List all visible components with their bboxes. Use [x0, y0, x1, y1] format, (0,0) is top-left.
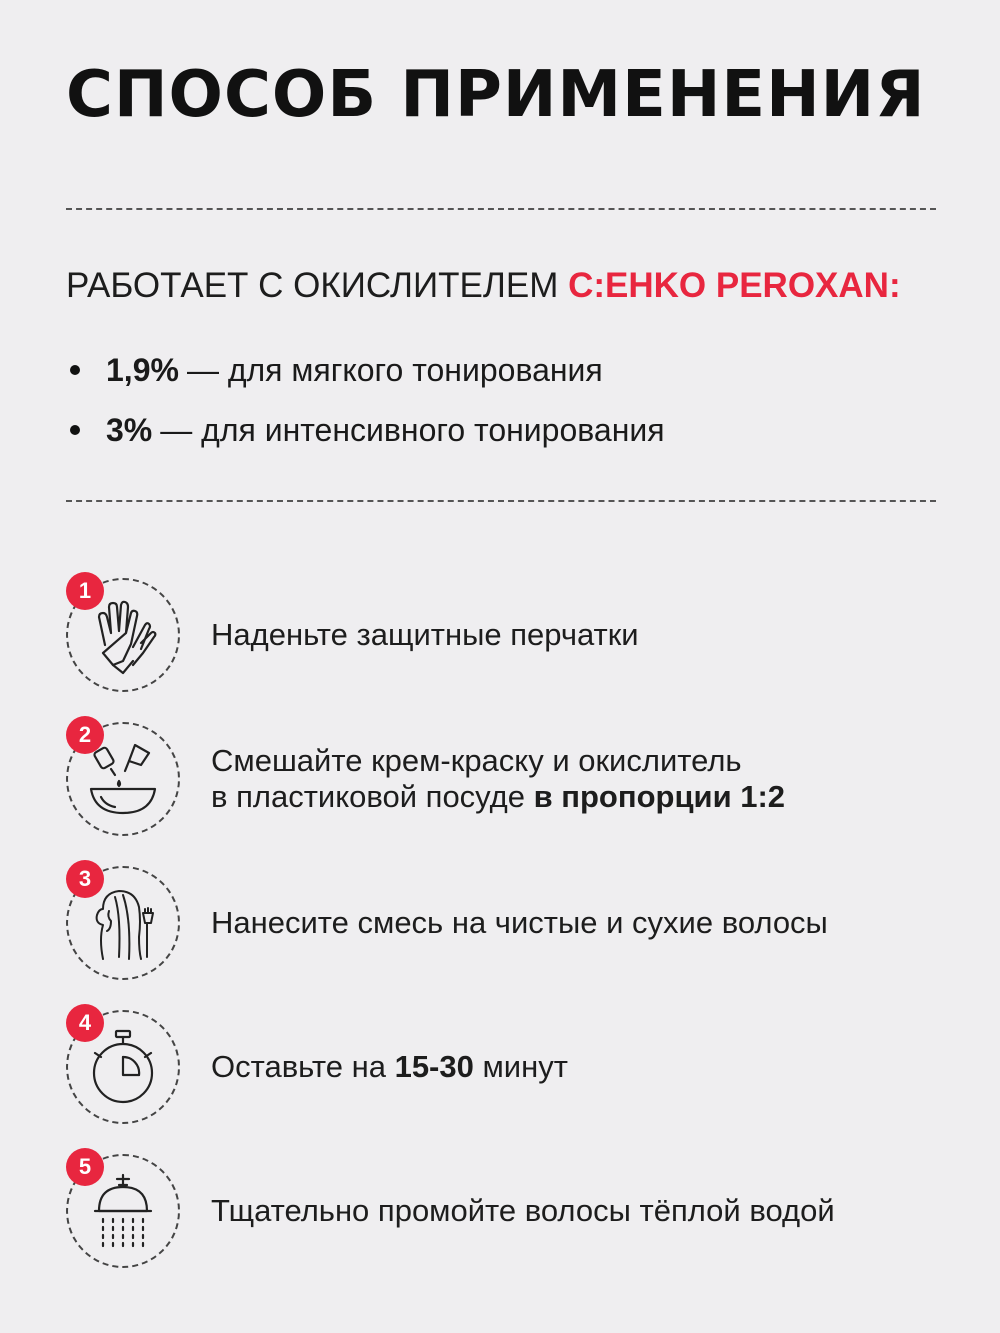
step-text	[211, 1154, 835, 1268]
step-4	[66, 1010, 946, 1130]
step-line	[211, 779, 785, 815]
bullet-percent: 1,9%	[106, 351, 179, 388]
step-text	[211, 578, 639, 692]
step-line-bold: 15-30	[394, 1049, 474, 1084]
step-number-badge: 5	[66, 1148, 104, 1186]
page-title: СПОСОБ ПРИМЕНЕНИЯ	[66, 58, 926, 132]
step-number-badge: 3	[66, 860, 104, 898]
bullet-dot	[70, 425, 80, 435]
step-line: Смешайте крем-краску и окислитель	[211, 743, 742, 778]
bullet-percent: 3%	[106, 411, 153, 448]
bullet-text: — для мягкого тонирования	[186, 351, 603, 388]
step-2	[66, 722, 946, 842]
step-line-prefix: Оставьте на	[211, 1049, 395, 1084]
step-text	[211, 1010, 568, 1124]
step-text	[211, 722, 785, 836]
step-line: Нанесите смесь на чистые и сухие волосы	[211, 905, 828, 940]
step-number-badge: 2	[66, 716, 104, 754]
step-line-prefix: в пластиковой посуде	[211, 779, 534, 814]
bullet-dot	[70, 365, 80, 375]
divider-bottom	[66, 500, 936, 502]
step-line-bold: в пропорции 1:2	[533, 779, 786, 814]
list-item	[66, 400, 665, 460]
step-icon-frame	[66, 866, 180, 980]
step-1	[66, 578, 946, 698]
oxidizer-line	[66, 266, 901, 306]
divider-top	[66, 208, 936, 210]
oxidizer-brand: C:EHKO PEROXAN:	[568, 266, 901, 305]
step-line-suffix: минут	[473, 1049, 568, 1084]
step-line	[211, 1049, 568, 1085]
step-icon-frame	[66, 722, 180, 836]
step-line: Тщательно промойте волосы тёплой водой	[211, 1193, 835, 1228]
concentration-list	[66, 340, 665, 460]
step-number-badge: 4	[66, 1004, 104, 1042]
step-text	[211, 866, 828, 980]
step-3	[66, 866, 946, 986]
list-item	[66, 340, 665, 400]
step-number-badge: 1	[66, 572, 104, 610]
bullet-text: — для интенсивного тонирования	[160, 411, 665, 448]
step-icon-frame	[66, 578, 180, 692]
step-icon-frame	[66, 1154, 180, 1268]
step-line: Наденьте защитные перчатки	[211, 617, 639, 652]
step-5	[66, 1154, 946, 1274]
step-icon-frame	[66, 1010, 180, 1124]
oxidizer-prefix: РАБОТАЕТ С ОКИСЛИТЕЛЕМ	[66, 266, 569, 305]
